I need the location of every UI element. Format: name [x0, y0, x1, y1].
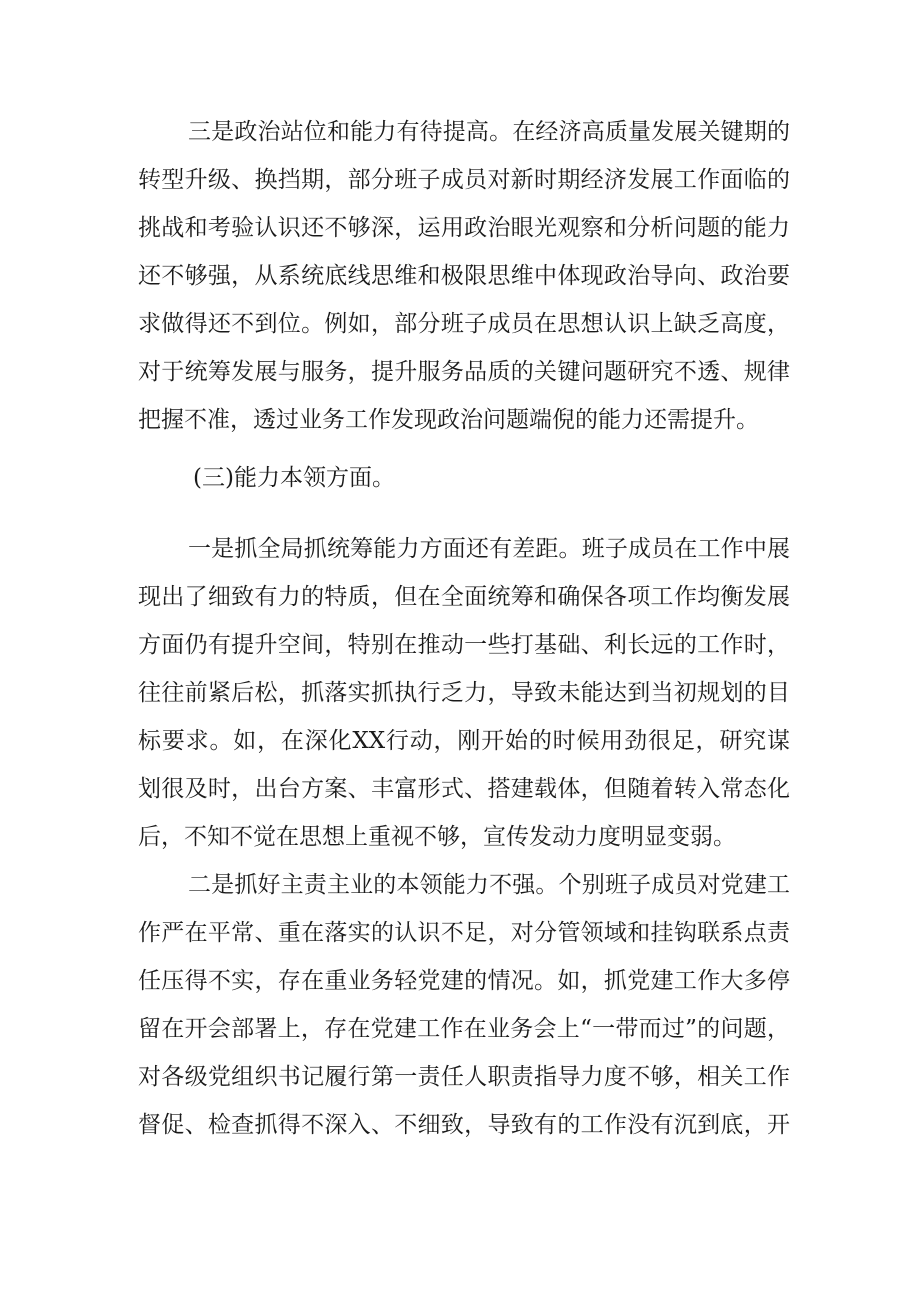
paragraph-3-line-5: 对各级党组织书记履行第一责任人职责指导力度不够，相关工作 [138, 1064, 790, 1090]
paragraph-3-line-4: 留在开会部署上，存在党建工作在业务会上“一带而过”的问题， [138, 1016, 790, 1042]
paragraph-1-line-4: 还不够强，从系统底线思维和极限思维中体现政治导向、政治要 [138, 263, 790, 289]
paragraph-1-line-2: 转型升级、换挡期，部分班子成员对新时期经济发展工作面临的 [138, 167, 790, 193]
paragraph-3-line-6: 督促、检查抓得不深入、不细致，导致有的工作没有沉到底，开 [138, 1112, 790, 1138]
paragraph-2-line-7: 后，不知不觉在思想上重视不够，宣传发动力度明显变弱。 [138, 824, 736, 850]
paragraph-2-line-4: 往往前紧后松，抓落实抓执行乏力，导致未能达到当初规划的目 [138, 680, 790, 706]
paragraph-1-line-1: 三是政治站位和能力有待提高。在经济高质量发展关键期的 [188, 119, 790, 145]
paragraph-3-line-3: 任压得不实，存在重业务轻党建的情况。如，抓党建工作大多停 [138, 968, 790, 994]
paragraph-3-line-1: 二是抓好主责主业的本领能力不强。个别班子成员对党建工 [188, 872, 790, 898]
paragraph-1-line-7: 把握不准，透过业务工作发现政治问题端倪的能力还需提升。 [138, 407, 759, 433]
paragraph-2-line-6: 划很及时，出台方案、丰富形式、搭建载体，但随着转入常态化 [138, 776, 790, 802]
paragraph-1-line-6: 对于统筹发展与服务，提升服务品质的关键问题研究不透、规律 [138, 359, 790, 385]
paragraph-3-line-2: 作严在平常、重在落实的认识不足，对分管领域和挂钩联系点责 [138, 920, 790, 946]
paragraph-2-line-3: 方面仍有提升空间，特别在推动一些打基础、利长远的工作时， [138, 632, 790, 658]
paragraph-2-line-5: 标要求。如，在深化XX行动，刚开始的时候用劲很足，研究谋 [138, 728, 790, 754]
paragraph-1-line-5: 求做得还不到位。例如，部分班子成员在思想认识上缺乏高度， [138, 311, 790, 337]
paragraph-2-line-2: 现出了细致有力的特质，但在全面统筹和确保各项工作均衡发展 [138, 584, 790, 610]
section-heading-3: (三)能力本领方面。 [193, 465, 395, 491]
paragraph-2-line-1: 一是抓全局抓统筹能力方面还有差距。班子成员在工作中展 [188, 536, 790, 562]
paragraph-1-line-3: 挑战和考验认识还不够深，运用政治眼光观察和分析问题的能力 [138, 215, 790, 241]
